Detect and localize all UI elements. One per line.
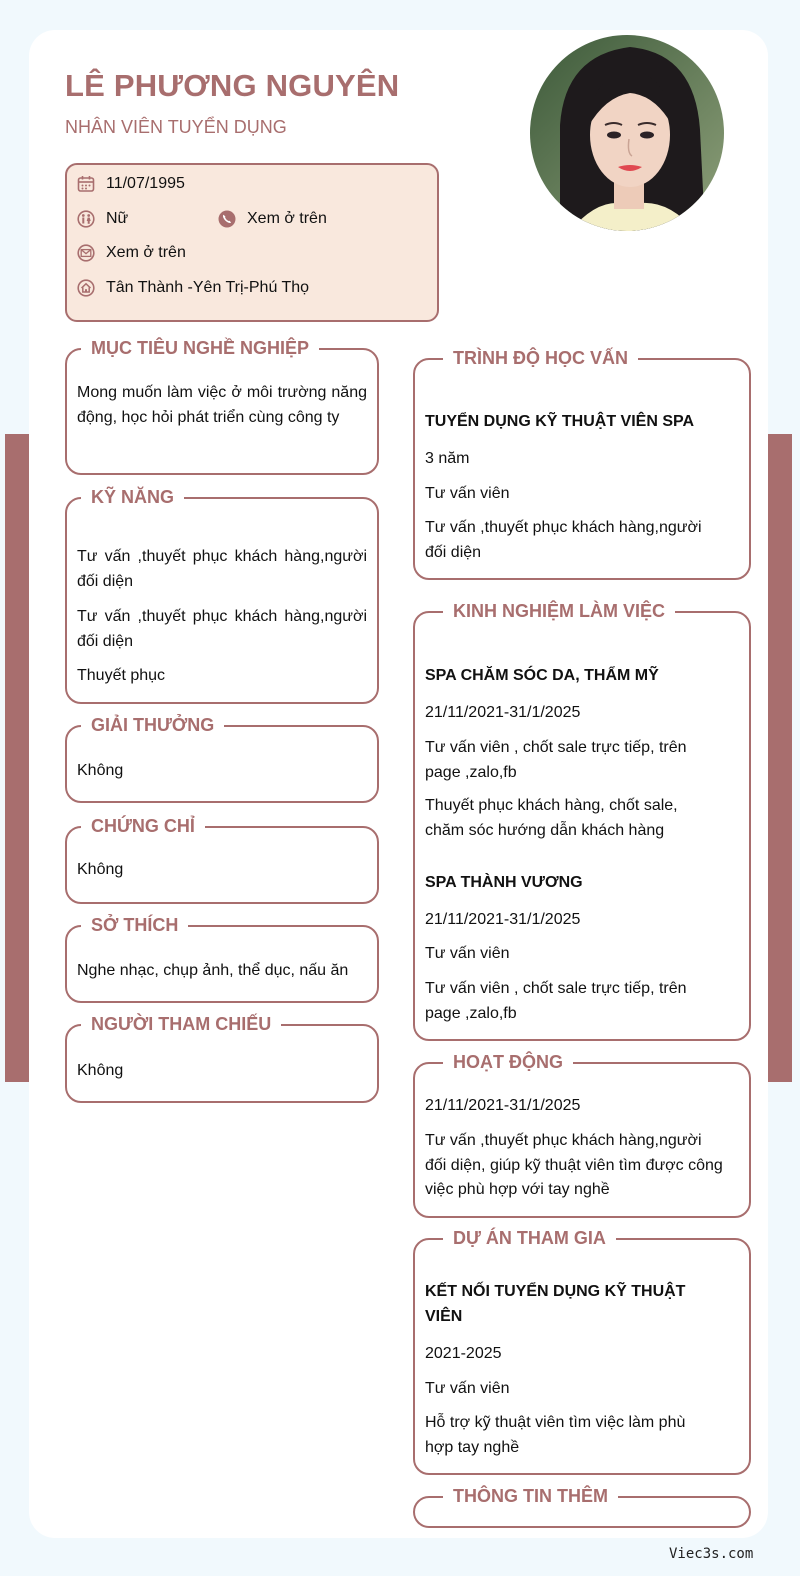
skills-title: KỸ NĂNG [81,485,184,509]
activities-title: HOẠT ĐỘNG [443,1050,573,1074]
certificates-section [65,816,379,904]
phone-value: Xem ở trên [247,210,327,227]
experience-title: KINH NGHIỆM LÀM VIỆC [443,599,675,623]
phone-row [218,210,327,228]
awards-text: Không [77,762,124,779]
job-period: 21/11/2021-31/1/2025 [425,911,581,928]
address-value: Tân Thành -Yên Trị-Phú Thọ [106,279,310,296]
activities-section [413,1052,751,1218]
skill-item: Tư vấn ,thuyết phục khách hàng,người đối diện [77,608,367,650]
job-role: Tư vấn viên , chốt sale trực tiếp, trên page ,zalo,fb [425,739,687,781]
gender-icon [77,210,95,228]
objective-text: Mong muốn làm việc ở môi trường năng động, học hỏi phát triển cùng công ty [77,384,367,426]
projects-section [413,1228,751,1475]
project-description: Hỗ trợ kỹ thuật viên tìm việc làm phù hợp tay nghề [425,1414,686,1456]
references-section [65,1014,379,1103]
project-name: KẾT NỐI TUYỂN DỤNG KỸ THUẬT VIÊN [425,1283,686,1325]
job-description: Tư vấn viên , chốt sale trực tiếp, trên page ,zalo,fb [425,980,687,1022]
activities-description: Tư vấn ,thuyết phục khách hàng,người đối diện, giúp kỹ thuật viên tìm được công việc phù hợp với tay nghề [425,1132,723,1198]
hobbies-section [65,915,379,1003]
objective-title: MỤC TIÊU NGHỀ NGHIỆP [81,336,319,360]
job-company: SPA THÀNH VƯƠNG [425,874,583,891]
email-row [77,244,186,262]
skill-item: Tư vấn ,thuyết phục khách hàng,người đối diện [77,548,367,590]
education-description: Tư vấn ,thuyết phục khách hàng,người đối diện [425,519,702,561]
project-period: 2021-2025 [425,1345,502,1362]
job-role: Tư vấn viên [425,945,510,962]
phone-icon [218,210,236,228]
watermark: Viec3s.com [669,1546,754,1562]
experience-section [413,601,751,1041]
awards-title: GIẢI THƯỞNG [81,713,224,737]
additional-info-section [413,1486,751,1528]
additional-info-title: THÔNG TIN THÊM [443,1484,618,1508]
gender-row [77,210,128,228]
address-row [77,279,309,297]
email-icon [77,244,95,262]
education-title: TRÌNH ĐỘ HỌC VẤN [443,346,638,370]
references-title: NGƯỜI THAM CHIẾU [81,1012,281,1036]
skills-section [65,487,379,704]
candidate-name: LÊ PHƯƠNG NGUYÊN [65,68,400,103]
candidate-position: NHÂN VIÊN TUYỂN DỤNG [65,117,287,137]
certificates-title: CHỨNG CHỈ [81,814,205,838]
email-value: Xem ở trên [106,244,186,261]
calendar-icon [77,175,95,193]
project-role: Tư vấn viên [425,1380,510,1397]
projects-title: DỰ ÁN THAM GIA [443,1226,616,1250]
education-major: Tư vấn viên [425,485,510,502]
hobbies-title: SỞ THÍCH [81,913,188,937]
right-accent-stripe [768,434,792,1082]
birthday-row [77,175,185,193]
education-duration: 3 năm [425,450,470,467]
skill-item: Thuyết phục [77,667,166,684]
job-period: 21/11/2021-31/1/2025 [425,704,581,721]
activities-period: 21/11/2021-31/1/2025 [425,1097,581,1114]
awards-section [65,715,379,803]
avatar [530,35,724,231]
certificates-text: Không [77,861,124,878]
education-school: TUYỂN DỤNG KỸ THUẬT VIÊN SPA [425,413,695,430]
references-text: Không [77,1062,124,1079]
gender-value: Nữ [106,210,129,227]
left-accent-stripe [5,434,29,1082]
education-section [413,348,751,580]
hobbies-text: Nghe nhạc, chụp ảnh, thể dục, nấu ăn [77,962,349,979]
job-description: Thuyết phục khách hàng, chốt sale, chăm sóc hướng dẫn khách hàng [425,797,678,839]
home-icon [77,279,95,297]
objective-section [65,338,379,475]
job-company: SPA CHĂM SÓC DA, THẨM MỸ [425,667,659,684]
birthday-value: 11/07/1995 [106,175,185,192]
